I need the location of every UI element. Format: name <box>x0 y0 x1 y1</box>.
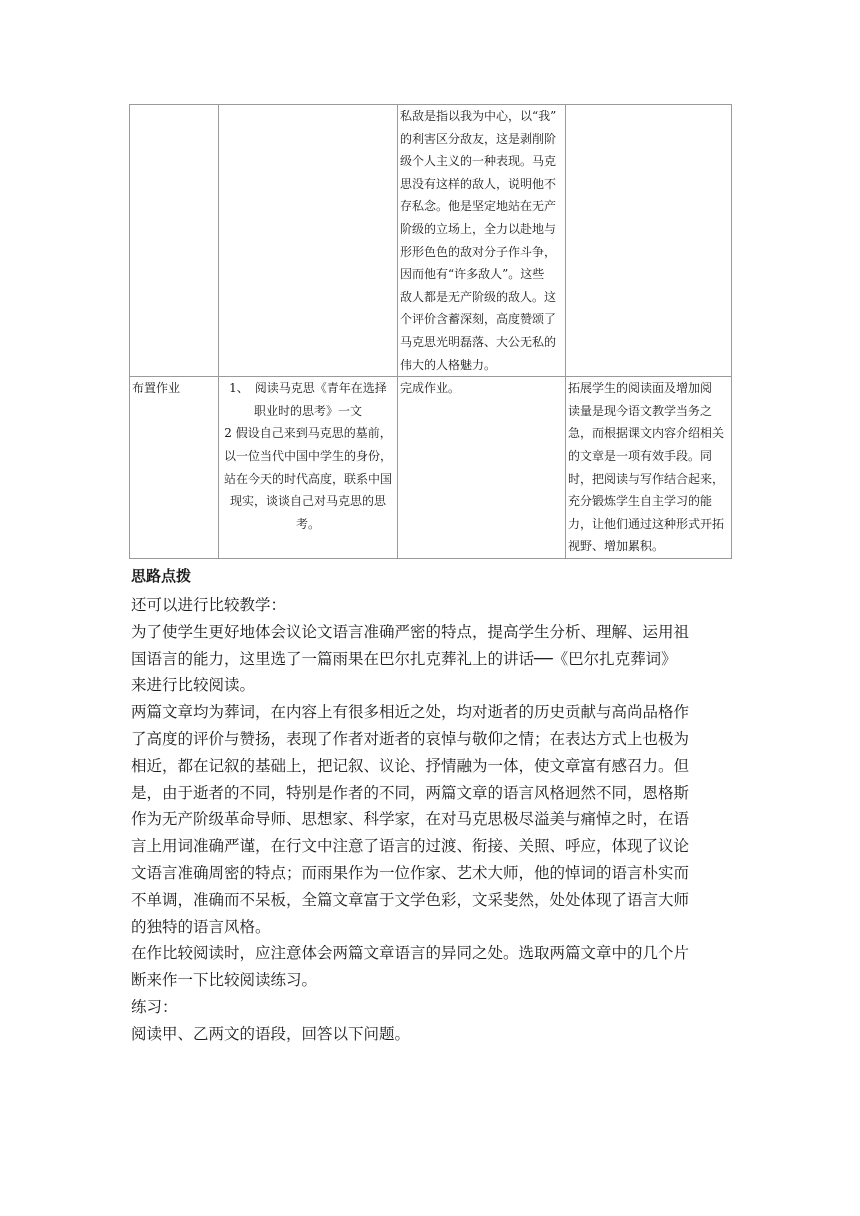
cell-text-line: 形形色色的敌对分子作斗争， <box>400 244 557 259</box>
paragraph-line: 在作比较阅读时，应注意体会两篇文章语言的异同之处。选取两篇文章中的几个片 <box>131 944 690 963</box>
cell-text-line: 因而他有“许多敌人”。这些 <box>400 267 545 282</box>
cell-text-line: 个评价含蓄深刻，高度赞颂了 <box>400 312 557 327</box>
paragraph-line: 相近，都在记叙的基础上，把记叙、议论、抒情融为一体，使文章富有感召力。但 <box>131 756 690 775</box>
table-cell-step <box>130 105 219 377</box>
cell-text-line: 职业时的思考》一文 <box>253 403 362 418</box>
paragraph-line: 了高度的评价与赞扬，表现了作者对逝者的哀悼与敬仰之情；在表达方式上也极为 <box>131 729 690 748</box>
cell-text-line: 存私念。他是坚定地站在无产 <box>400 199 557 214</box>
cell-text-line: 急，而根据课文内容介绍相关 <box>568 426 725 441</box>
cell-text-line: 时，把阅读与写作结合起来， <box>568 471 725 486</box>
paragraph-line: 断来作一下比较阅读练习。 <box>131 971 318 990</box>
table-cell-step: 布置作业 <box>130 377 219 559</box>
section-heading: 思路点拨 <box>131 567 192 585</box>
table-cell-intent <box>566 105 732 377</box>
cell-text-line: 马克思光明磊落、大公无私的 <box>400 334 557 349</box>
paragraph-line: 两篇文章均为葬词，在内容上有很多相近之处，均对逝者的历史贡献与高尚品格作 <box>131 703 690 722</box>
cell-text-line: 以一位当代中国中学生的身份， <box>223 448 392 463</box>
cell-text-line: 敌人都是无产阶级的敌人。这 <box>400 289 557 304</box>
paragraph-line: 还可以进行比较教学： <box>131 596 287 614</box>
cell-text-line: 思没有这样的敌人，说明他不 <box>400 176 557 191</box>
table-cell-teacher <box>219 377 398 559</box>
cell-text-line: 级个人主义的一种表现。马克 <box>400 154 557 169</box>
table-row <box>130 105 732 377</box>
cell-text-line: 阶级的立场上，全力以赴地与 <box>400 221 557 236</box>
paragraph-line: 国语言的能力，这里选了一篇雨果在巴尔扎克葬礼上的讲话──《巴尔扎克葬词》 <box>131 649 677 668</box>
table-cell-student <box>398 105 566 377</box>
cell-text-line: 的文章是一项有效手段。同 <box>568 448 713 463</box>
table-cell-intent <box>566 377 732 559</box>
table-row <box>130 377 732 559</box>
cell-text-line: 现实，谈谈自己对马克思的思 <box>229 494 386 509</box>
cell-text-line: 拓展学生的阅读面及增加阅 <box>568 381 713 396</box>
paragraph-line: 阅读甲、乙两文的语段，回答以下问题。 <box>131 1024 411 1043</box>
table-cell-teacher <box>219 105 398 377</box>
cell-text-line: 2 假设自己来到马克思的墓前， <box>224 426 392 441</box>
cell-text-line: 充分锻炼学生自主学习的能 <box>568 494 713 509</box>
paragraph-line: 言上用词准确严谨，在行文中注意了语言的过渡、衔接、关照、呼应，体现了议论 <box>131 837 690 856</box>
cell-text-line: 的利害区分敌友，这是剥削阶 <box>400 131 557 146</box>
cell-text-line: 伟大的人格魅力。 <box>400 357 497 372</box>
paragraph-line: 是，由于逝者的不同，特别是作者的不同，两篇文章的语言风格迥然不同，恩格斯 <box>131 783 690 802</box>
cell-text-line: 考。 <box>295 516 320 531</box>
cell-text-line: 1、 阅读马克思《青年在选择 <box>229 381 387 396</box>
cell-text-line: 力，让他们通过这种形式开拓 <box>568 516 725 531</box>
table-cell-student: 完成作业。 <box>398 377 566 559</box>
cell-text-line: 私敌是指以我为中心，以“我” <box>400 109 557 123</box>
cell-text-line: 站在今天的时代高度，联系中国 <box>223 471 392 486</box>
paragraph-line: 文语言准确周密的特点；而雨果作为一位作家、艺术大师，他的悼词的语言朴实而 <box>131 863 690 882</box>
paragraph-line: 为了使学生更好地体会议论文语言准确严密的特点，提高学生分析、理解、运用祖 <box>131 622 690 641</box>
paragraph-line: 来进行比较阅读。 <box>131 676 256 695</box>
cell-text-line: 读量是现今语文教学当务之 <box>568 403 713 418</box>
lesson-plan-table <box>129 104 732 559</box>
cell-text-line: 视野、增加累积。 <box>568 539 665 554</box>
paragraph-line: 不单调，准确而不呆板，全篇文章富于文学色彩，文采斐然，处处体现了语言大师 <box>131 890 690 909</box>
section-body <box>131 592 733 1048</box>
paragraph-line: 练习： <box>131 997 178 1016</box>
paragraph-line: 的独特的语言风格。 <box>131 917 271 936</box>
paragraph-line: 作为无产阶级革命导师、思想家、科学家，在对马克思极尽溢美与痛悼之时，在语 <box>131 810 690 829</box>
